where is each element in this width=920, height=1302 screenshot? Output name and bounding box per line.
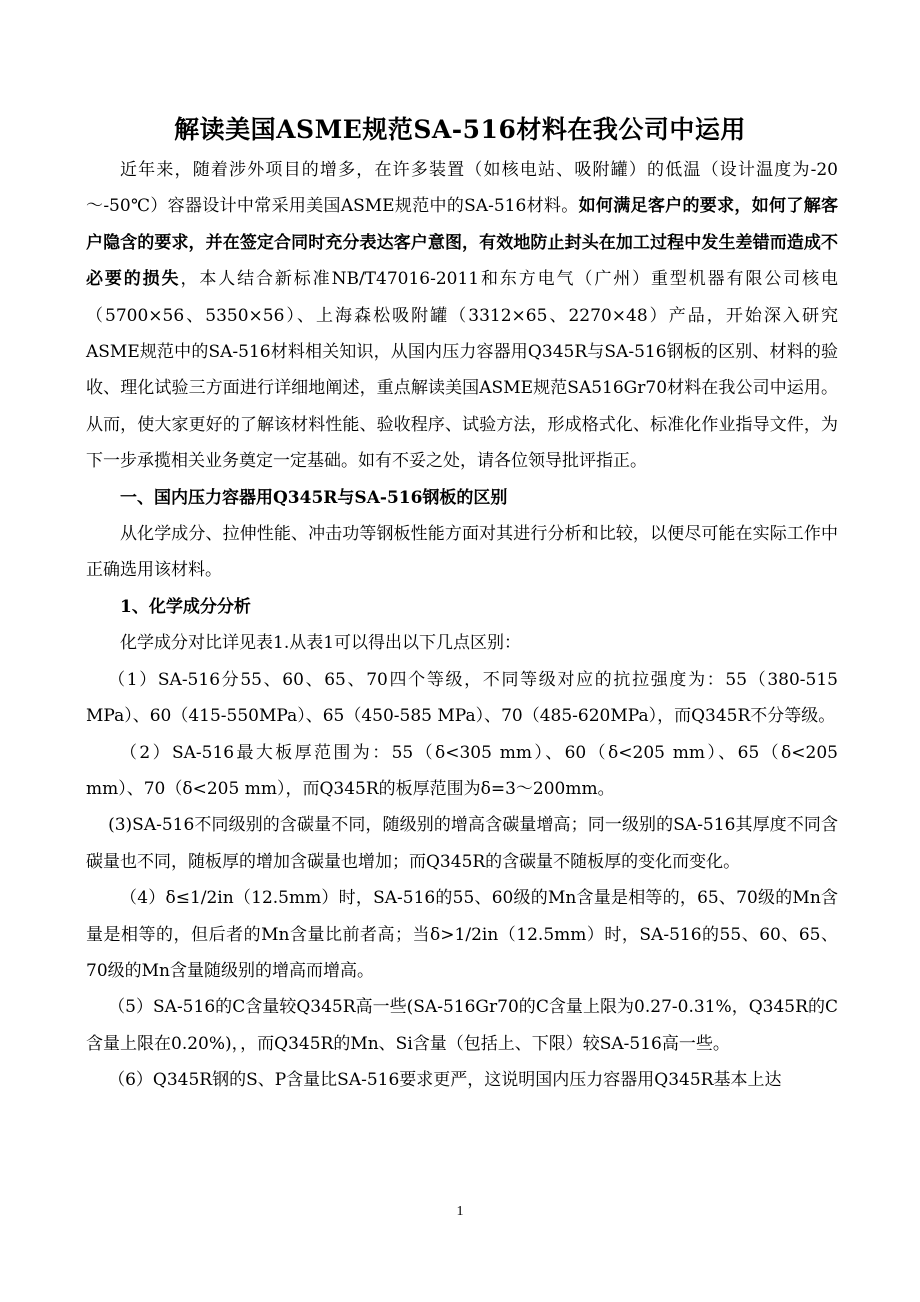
intro-paragraph (86, 152, 838, 480)
intro-text-part3: ，本人结合新标准NB/T47016-2011和东方电气（广州）重型机器有限公司核电（5700×56、5350×56）、上海森松吸附罐（3312×65、2270×48）产品，开始深入研究ASME规范中的SA-516材料相关知识，从国内压力容器用Q345R与SA-516钢板的区别、材料的验收、理化试验三方面进行详细地阐述，重点解读美国ASME规范SA516Gr70材料在我公司中运用。从而，使大家更好的了解该材料性能、验收程序、试验方法，形成格式化、标准化作业指导文件，为下一步承揽相关业务奠定一定基础。如有不妥之处，请各位领导批评指正。 (86, 269, 838, 472)
subsection-1-intro: 化学成分对比详见表1.从表1可以得出以下几点区别： (120, 633, 522, 654)
list-item-3: (3)SA-516不同级别的含碳量不同，随级别的增高含碳量增高；同一级别的SA-516其厚度不同含碳量也不同，随板厚的增加含碳量也增加；而Q345R的含碳量不随板厚的变化而变化。 (86, 815, 838, 872)
intro-text-bold: 如何满足客户的要求，如何了解客户隐含的要求，并在签定合同时充分表达客户意图，有效地防止封头在加工过程中发生差错而造成不必要的损失 (86, 196, 839, 290)
page-number: 1 (456, 1204, 464, 1219)
list-item-5: （5）SA-516的C含量较Q345R高一些(SA-516Gr70的C含量上限为0.27-0.31%，Q345R的C含量上限在0.20%)，，而Q345R的Mn、Si含量（包括上、下限）较SA-516高一些。 (86, 997, 838, 1054)
list-item-2: （2）SA-516最大板厚范围为：55（δ<305 mm）、60（δ<205 mm）、65（δ<205 mm）、70（δ<205 mm），而Q345R的板厚范围为δ=3～200mm。 (86, 742, 838, 799)
list-item-1: （1）SA-516分55、60、65、70四个等级，不同等级对应的抗拉强度为：55（380-515 MPa）、60（415-550MPa）、65（450-585 MPa）、70（485-620MPa），而Q345R不分等级。 (86, 669, 838, 727)
section-1-paragraph: 从化学成分、拉伸性能、冲击功等钢板性能方面对其进行分析和比较，以便尽可能在实际工作中正确选用该材料。 (86, 524, 838, 581)
document-title: 解读美国ASME规范SA-516材料在我公司中运用 (174, 115, 746, 144)
list-item-6: （6）Q345R钢的S、P含量比SA-516要求更严，这说明国内压力容器用Q345R基本上达 (108, 1070, 782, 1091)
list-item-4: （4）δ≤1/2in（12.5mm）时，SA-516的55、60级的Mn含量是相等的，65、70级的Mn含量是相等的，但后者的Mn含量比前者高；当δ>1/2in（12.5mm）时，SA-516的55、60、65、70级的Mn含量随级别的增高而增高。 (86, 888, 838, 981)
subsection-heading-1: 1、化学成分分析 (120, 596, 251, 617)
intro-text-part1: 近年来，随着涉外项目的增多，在许多装置（如核电站、吸附罐）的低温（设计温度为-20～-50℃）容器设计中常采用美国ASME规范中的SA-516材料。 (86, 160, 838, 217)
section-heading-1: 一、国内压力容器用Q345R与SA-516钢板的区别 (120, 487, 508, 508)
document-body (86, 152, 838, 1099)
